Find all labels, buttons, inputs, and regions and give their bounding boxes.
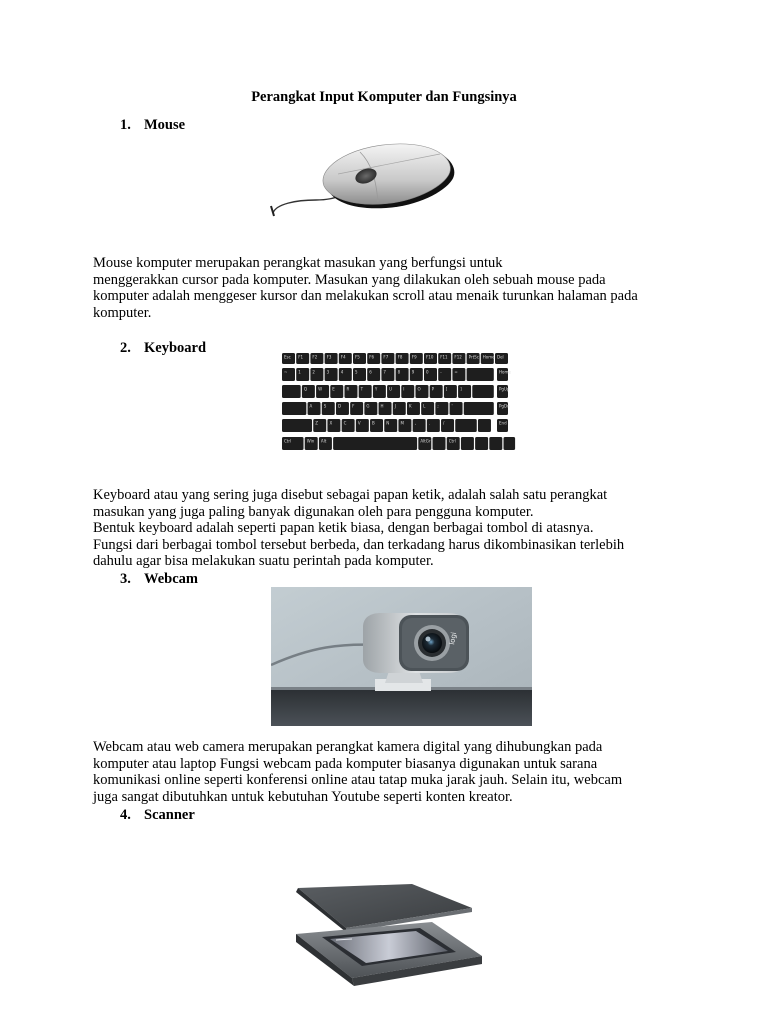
- keyboard-key: [282, 368, 295, 381]
- keyboard-key: [424, 353, 437, 364]
- scanner-image: [292, 882, 488, 986]
- keyboard-key: [373, 385, 386, 398]
- keyboard-key: [497, 368, 511, 381]
- keyboard-key-label: P: [431, 386, 435, 392]
- keyboard-key-label: End: [499, 420, 507, 426]
- keyboard-key: [316, 385, 329, 398]
- keyboard-key-label: F8: [397, 354, 403, 360]
- keyboard-key-label: F12: [454, 354, 462, 360]
- keyboard-key: [407, 402, 420, 415]
- keyboard-key-label: 2: [312, 369, 315, 375]
- keyboard-key-label: A: [309, 403, 313, 409]
- keyboard-key: [472, 385, 494, 398]
- keyboard-key-label: F: [352, 403, 355, 409]
- heading-keyboard: [120, 339, 206, 357]
- keyboard-key: [398, 419, 411, 432]
- keyboard-key: [322, 402, 335, 415]
- text-line: menggerakkan cursor pada komputer. Masukan yang dilakukan oleh sebuah mouse pada: [93, 271, 606, 288]
- keyboard-key-label: F5: [355, 354, 360, 360]
- keyboard-key: [475, 437, 488, 450]
- keyboard-key-label: ,: [414, 420, 416, 426]
- keyboard-key-label: Home: [499, 369, 511, 375]
- keyboard-key-label: R: [346, 386, 350, 392]
- heading-number: 4.: [120, 807, 131, 823]
- keyboard-key-label: PrtSc: [468, 354, 479, 360]
- keyboard-key: [344, 385, 357, 398]
- keyboard-key: [497, 419, 508, 432]
- keyboard-key: [410, 353, 423, 364]
- keyboard-key: [302, 385, 315, 398]
- keyboard-key-label: O: [417, 386, 421, 392]
- text-line: Mouse komputer merupakan perangkat masukan yang berfungsi untuk: [93, 255, 503, 271]
- keyboard-key-label: Ctrl: [284, 438, 292, 444]
- keyboard-key-label: F10: [426, 354, 434, 360]
- keyboard-key-label: 8: [397, 369, 401, 375]
- keyboard-key: [308, 402, 321, 415]
- keyboard-key-label: ]: [460, 386, 462, 392]
- keyboard-key-label: J: [394, 403, 396, 409]
- keyboard-key: [427, 419, 440, 432]
- keyboard-key-label: U: [389, 386, 393, 392]
- keyboard-key: [310, 353, 323, 364]
- keyboard-key-label: 9: [411, 369, 415, 375]
- keyboard-key: [339, 368, 352, 381]
- keyboard-key-label: F7: [383, 354, 389, 360]
- keyboard-key: [336, 402, 349, 415]
- keyboard-key: [424, 368, 437, 381]
- keyboard-key: [367, 353, 380, 364]
- keyboard-key: [359, 385, 372, 398]
- keyboard-key-label: D: [337, 403, 342, 409]
- keyboard-key: [367, 368, 380, 381]
- keyboard-key-label: ': [451, 403, 453, 409]
- keyboard-key-label: Esc: [284, 354, 291, 360]
- keyboard-key: [396, 368, 409, 381]
- keyboard-key-label: ~: [284, 369, 288, 375]
- heading-number: 2.: [120, 340, 131, 356]
- keyboard-key-label: S: [323, 403, 327, 409]
- heading-number: 1.: [120, 117, 131, 133]
- keyboard-key-label: E: [332, 386, 335, 392]
- keyboard-key: [282, 353, 295, 364]
- keyboard-key-label: Z: [315, 420, 318, 426]
- keyboard-key-label: Q: [303, 386, 308, 392]
- keyboard-key: [452, 353, 465, 364]
- text-line: juga sangat dibutuhkan untuk kebutuhan Youtube seperti konten kreator.: [93, 788, 513, 805]
- keyboard-key: [296, 368, 309, 381]
- keyboard-key: [489, 437, 502, 450]
- keyboard-key: [282, 419, 312, 432]
- keyboard-key: [461, 437, 474, 450]
- keyboard-key-label: Home: [482, 354, 495, 360]
- keyboard-key-label: I: [403, 386, 405, 392]
- keyboard-key: [438, 368, 451, 381]
- keyboard-key-label: C: [343, 420, 347, 426]
- keyboard-key-label: =: [454, 369, 458, 375]
- text-line: dahulu agar bisa melakukan suatu perintah pada komputer.: [93, 553, 434, 570]
- keyboard-key-label: 4: [340, 369, 344, 375]
- keyboard-key: [327, 419, 340, 432]
- text-line: Keyboard atau yang sering juga disebut sebagai papan ketik, adalah salah satu perangkat: [93, 487, 608, 503]
- keyboard-key-label: T: [360, 386, 364, 392]
- text-line: Fungsi dari berbagai tombol tersebut berbeda, dan terkadang harus dikombinasikan terlebih: [93, 536, 625, 553]
- keyboard-key: [387, 385, 400, 398]
- paragraph-mouse: [93, 255, 693, 321]
- keyboard-key: [282, 385, 301, 398]
- keyboard-key: [364, 402, 377, 415]
- heading-scanner: [120, 806, 195, 824]
- mouse-image: [268, 140, 464, 220]
- keyboard-key: [282, 437, 304, 450]
- keyboard-key: [381, 353, 394, 364]
- document-title: Perangkat Input Komputer dan Fungsinya: [251, 89, 517, 105]
- keyboard-key: [497, 402, 510, 415]
- keyboard-key-label: F11: [440, 354, 448, 360]
- keyboard-key-label: K: [408, 403, 412, 409]
- keyboard-key-label: F3: [326, 354, 332, 360]
- keyboard-key-label: G: [366, 403, 370, 409]
- keyboard-key: [353, 353, 366, 364]
- keyboard-key: [342, 419, 355, 432]
- keyboard-key: [370, 419, 383, 432]
- heading-text: Webcam: [144, 571, 198, 587]
- webcam-brand-label: logi: [448, 631, 459, 646]
- keyboard-key-label: PgUp: [499, 386, 510, 392]
- text-line: komputer atau laptop Fungsi webcam pada komputer biasanya digunakan untuk sarana: [93, 755, 598, 772]
- keyboard-key: [330, 385, 343, 398]
- paragraph-webcam: [93, 739, 693, 805]
- keyboard-key: [450, 402, 463, 415]
- keyboard-key-label: L: [423, 403, 426, 409]
- keyboard-key: [433, 437, 446, 450]
- keyboard-key: [444, 385, 457, 398]
- keyboard-key: [430, 385, 443, 398]
- keyboard-key: [305, 437, 318, 450]
- heading-text: Mouse: [144, 117, 186, 133]
- keyboard-key: [296, 353, 309, 364]
- keyboard-key-label: N: [386, 420, 390, 426]
- heading-mouse: [120, 116, 185, 134]
- keyboard-key: [353, 368, 366, 381]
- keyboard-key-label: -: [440, 369, 442, 375]
- text-line: komputer.: [93, 304, 152, 321]
- keyboard-key-label: M: [400, 420, 404, 426]
- keyboard-key: [379, 402, 392, 415]
- keyboard-key-label: B: [372, 420, 375, 426]
- keyboard-key: [339, 353, 352, 364]
- text-line: komputer adalah menggeser kursor dan melakukan scroll atau menaik turunkan halaman pada: [93, 288, 638, 305]
- keyboard-key-label: [: [445, 386, 448, 392]
- keyboard-key-label: Del: [497, 354, 504, 360]
- keyboard-key: [319, 437, 332, 450]
- heading-number: 3.: [120, 571, 131, 587]
- keyboard-key: [310, 368, 323, 381]
- keyboard-key-label: F4: [340, 354, 346, 360]
- text-line: Bentuk keyboard adalah seperti papan ketik biasa, dengan berbagai tombol di atasnya.: [93, 520, 594, 537]
- keyboard-key: [495, 353, 508, 364]
- keyboard-key: [418, 437, 431, 450]
- webcam-image: [271, 587, 532, 726]
- keyboard-key: [435, 402, 448, 415]
- text-line: Webcam atau web camera merupakan perangkat kamera digital yang dihubungkan pada: [93, 739, 603, 755]
- keyboard-key-label: 1: [298, 369, 301, 375]
- keyboard-key-label: 6: [369, 369, 372, 375]
- keyboard-key: [384, 419, 397, 432]
- keyboard-key-label: F6: [369, 354, 375, 360]
- keyboard-key: [325, 368, 338, 381]
- keyboard-key: [464, 402, 494, 415]
- keyboard-key-label: AltGr: [420, 438, 431, 444]
- keyboard-key: [421, 402, 434, 415]
- keyboard-key-label: 0: [426, 369, 429, 375]
- keyboard-key-label: F2: [312, 354, 318, 360]
- keyboard-key-label: 7: [383, 369, 386, 375]
- keyboard-key-label: 3: [326, 369, 330, 375]
- keyboard-key-label: .: [428, 420, 431, 426]
- keyboard-key: [458, 385, 471, 398]
- keyboard-key-label: PgDn: [499, 403, 510, 409]
- keyboard-key-label: /: [443, 420, 445, 426]
- text-line: masukan yang juga paling banyak digunakan oleh para pengguna komputer.: [93, 503, 534, 520]
- keyboard-key: [441, 419, 454, 432]
- keyboard-key: [413, 419, 426, 432]
- keyboard-key: [313, 419, 326, 432]
- keyboard-key: [478, 419, 491, 432]
- keyboard-key: [356, 419, 369, 432]
- keyboard-key: [438, 353, 451, 364]
- keyboard-key: [381, 368, 394, 381]
- keyboard-key-label: Y: [374, 386, 378, 392]
- keyboard-key-label: H: [380, 403, 384, 409]
- keyboard-key: [401, 385, 414, 398]
- heading-text: Scanner: [144, 807, 195, 823]
- keyboard-key-label: ;: [437, 403, 439, 409]
- keyboard-image: [282, 353, 518, 457]
- keyboard-key: [350, 402, 363, 415]
- keyboard-key: [467, 353, 480, 364]
- keyboard-key: [396, 353, 409, 364]
- keyboard-key: [325, 353, 338, 364]
- keyboard-key: [447, 437, 460, 450]
- heading-text: Keyboard: [144, 340, 207, 356]
- keyboard-key-label: F1: [298, 354, 304, 360]
- keyboard-key-label: W: [318, 386, 323, 392]
- text-line: komunikasi online seperti konferensi online atau tatap muka jarak jauh. Selain itu, webcam: [93, 772, 623, 789]
- keyboard-key-label: F9: [411, 354, 417, 360]
- keyboard-key: [415, 385, 428, 398]
- keyboard-key-label: 5: [355, 369, 358, 375]
- paragraph-keyboard: [93, 487, 693, 570]
- keyboard-key-label: V: [357, 420, 361, 426]
- heading-webcam: [120, 570, 198, 588]
- keyboard-key: [497, 385, 510, 398]
- keyboard-key: [467, 368, 494, 381]
- keyboard-key-label: Win: [306, 438, 315, 444]
- keyboard-key: [282, 402, 306, 415]
- keyboard-key: [410, 368, 423, 381]
- keyboard-key-label: Ctrl: [448, 438, 456, 444]
- keyboard-key-label: Alt: [320, 438, 327, 444]
- keyboard-key: [481, 353, 495, 364]
- keyboard-key-label: X: [329, 420, 333, 426]
- keyboard-key: [333, 437, 417, 450]
- keyboard-key: [393, 402, 406, 415]
- keyboard-key: [452, 368, 465, 381]
- keyboard-key: [504, 437, 516, 450]
- keyboard-key: [455, 419, 477, 432]
